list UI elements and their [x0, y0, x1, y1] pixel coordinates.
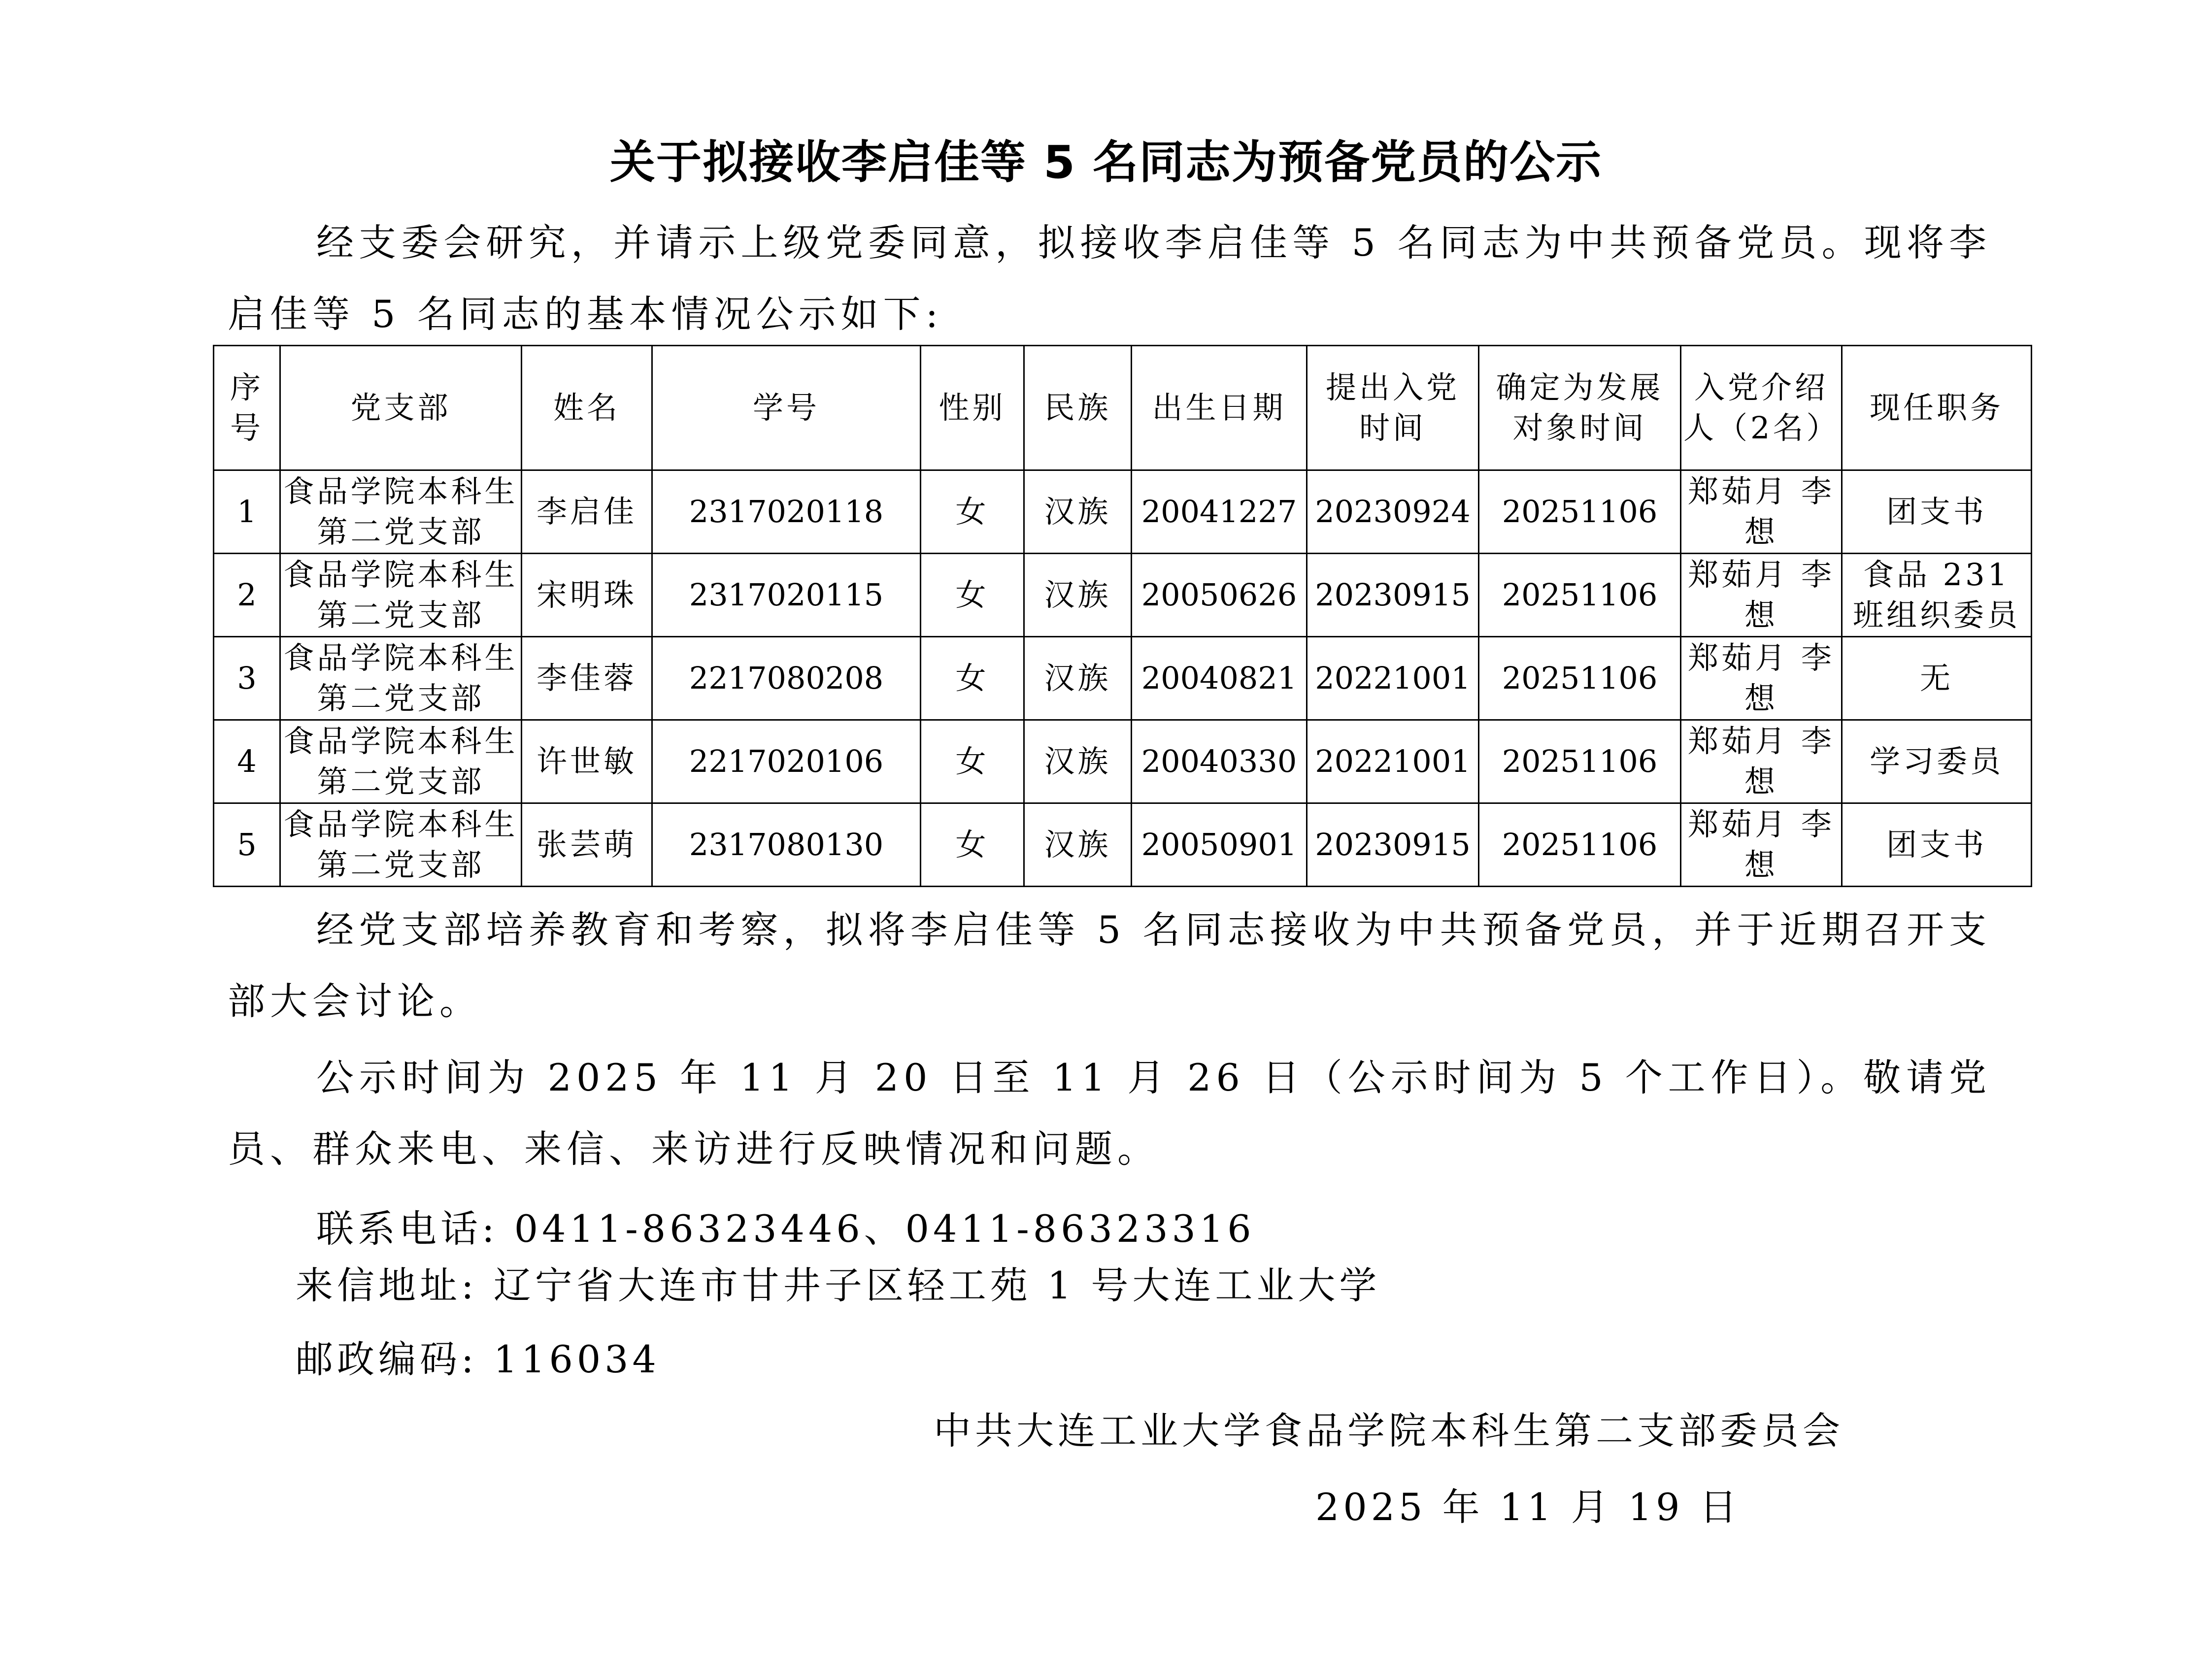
header-birth-date: 出生日期 [1132, 346, 1307, 470]
cell-index: 5 [214, 803, 280, 887]
header-name: 姓名 [522, 346, 652, 470]
cell-gender: 女 [921, 470, 1024, 554]
cell-branch: 食品学院本科生第二党支部 [280, 720, 522, 803]
cell-branch: 食品学院本科生第二党支部 [280, 803, 522, 887]
cell-student-id: 2217080208 [652, 637, 921, 720]
table-row [214, 720, 2032, 803]
cell-ethnicity: 汉族 [1024, 470, 1132, 554]
cell-birth-date: 20040330 [1132, 720, 1307, 803]
cell-position: 学习委员 [1842, 720, 2032, 803]
cell-student-id: 2317080130 [652, 803, 921, 887]
cell-candidate-date: 20251106 [1479, 470, 1681, 554]
cell-candidate-date: 20251106 [1479, 554, 1681, 637]
cell-candidate-date: 20251106 [1479, 803, 1681, 887]
cell-sponsors: 郑茹月 李想 [1681, 637, 1842, 720]
cell-sponsors: 郑茹月 李想 [1681, 720, 1842, 803]
cell-application-date: 20230924 [1307, 470, 1479, 554]
cell-student-id: 2317020118 [652, 470, 921, 554]
cell-student-id: 2317020115 [652, 554, 921, 637]
cell-position: 食品 231 班组织委员 [1842, 554, 2032, 637]
cell-name: 许世敏 [522, 720, 652, 803]
cell-application-date: 20230915 [1307, 554, 1479, 637]
cell-position: 无 [1842, 637, 2032, 720]
header-application-date: 提出入党时间 [1307, 346, 1479, 470]
cell-position: 团支书 [1842, 803, 2032, 887]
cell-name: 宋明珠 [522, 554, 652, 637]
intro-paragraph: 经支委会研究，并请示上级党委同意，拟接收李启佳等 5 名同志为中共预备党员。现将李启佳等 5 名同志的基本情况公示如下: [228, 221, 1991, 336]
cell-student-id: 2217020106 [652, 720, 921, 803]
notice-period-paragraph: 公示时间为 2025 年 11 月 20 日至 11 月 26 日（公示时间为 5 个工作日）。敬请党员、群众来电、来信、来访进行反映情况和问题。 [228, 1056, 1991, 1171]
contact-address: 来信地址: 辽宁省大连市甘井子区轻工苑 1 号大连工业大学 [296, 1263, 1381, 1307]
cell-gender: 女 [921, 554, 1024, 637]
cell-position: 团支书 [1842, 470, 2032, 554]
cell-ethnicity: 汉族 [1024, 720, 1132, 803]
cell-birth-date: 20050626 [1132, 554, 1307, 637]
cell-branch: 食品学院本科生第二党支部 [280, 637, 522, 720]
table-header-row [214, 346, 2032, 470]
header-student-id: 学号 [652, 346, 921, 470]
cell-name: 李佳蓉 [522, 637, 652, 720]
cell-name: 张芸萌 [522, 803, 652, 887]
signature-date: 2025 年 11 月 19 日 [1315, 1485, 1741, 1529]
table-row [214, 637, 2032, 720]
notice-title: 关于拟接收李启佳等 5 名同志为预备党员的公示 [609, 136, 1603, 189]
cell-branch: 食品学院本科生第二党支部 [280, 554, 522, 637]
contact-phone: 联系电话: 0411-86323446、0411-86323316 [316, 1207, 1255, 1251]
contact-zip: 邮政编码: 116034 [296, 1337, 660, 1381]
cell-gender: 女 [921, 720, 1024, 803]
cell-ethnicity: 汉族 [1024, 803, 1132, 887]
header-candidate-date: 确定为发展对象时间 [1479, 346, 1681, 470]
header-branch: 党支部 [280, 346, 522, 470]
cell-index: 3 [214, 637, 280, 720]
table-row [214, 554, 2032, 637]
cell-name: 李启佳 [522, 470, 652, 554]
header-position: 现任职务 [1842, 346, 2032, 470]
cell-sponsors: 郑茹月 李想 [1681, 470, 1842, 554]
cell-ethnicity: 汉族 [1024, 554, 1132, 637]
cell-application-date: 20230915 [1307, 803, 1479, 887]
table-row [214, 803, 2032, 887]
cell-application-date: 20221001 [1307, 720, 1479, 803]
cell-ethnicity: 汉族 [1024, 637, 1132, 720]
cell-index: 4 [214, 720, 280, 803]
cell-branch: 食品学院本科生第二党支部 [280, 470, 522, 554]
header-sponsors: 入党介绍人（2名） [1681, 346, 1842, 470]
cell-birth-date: 20041227 [1132, 470, 1307, 554]
cell-sponsors: 郑茹月 李想 [1681, 554, 1842, 637]
cell-application-date: 20221001 [1307, 637, 1479, 720]
cell-index: 1 [214, 470, 280, 554]
cell-sponsors: 郑茹月 李想 [1681, 803, 1842, 887]
cell-birth-date: 20050901 [1132, 803, 1307, 887]
header-index: 序号 [214, 346, 280, 470]
cell-gender: 女 [921, 803, 1024, 887]
cell-birth-date: 20040821 [1132, 637, 1307, 720]
signature-org: 中共大连工业大学食品学院本科生第二支部委员会 [934, 1409, 1844, 1453]
cell-index: 2 [214, 554, 280, 637]
cell-candidate-date: 20251106 [1479, 637, 1681, 720]
members-table [213, 345, 2032, 887]
table-row [214, 470, 2032, 554]
header-gender: 性别 [921, 346, 1024, 470]
cell-gender: 女 [921, 637, 1024, 720]
header-ethnicity: 民族 [1024, 346, 1132, 470]
review-paragraph: 经党支部培养教育和考察，拟将李启佳等 5 名同志接收为中共预备党员，并于近期召开支部大会讨论。 [228, 908, 1991, 1023]
cell-candidate-date: 20251106 [1479, 720, 1681, 803]
